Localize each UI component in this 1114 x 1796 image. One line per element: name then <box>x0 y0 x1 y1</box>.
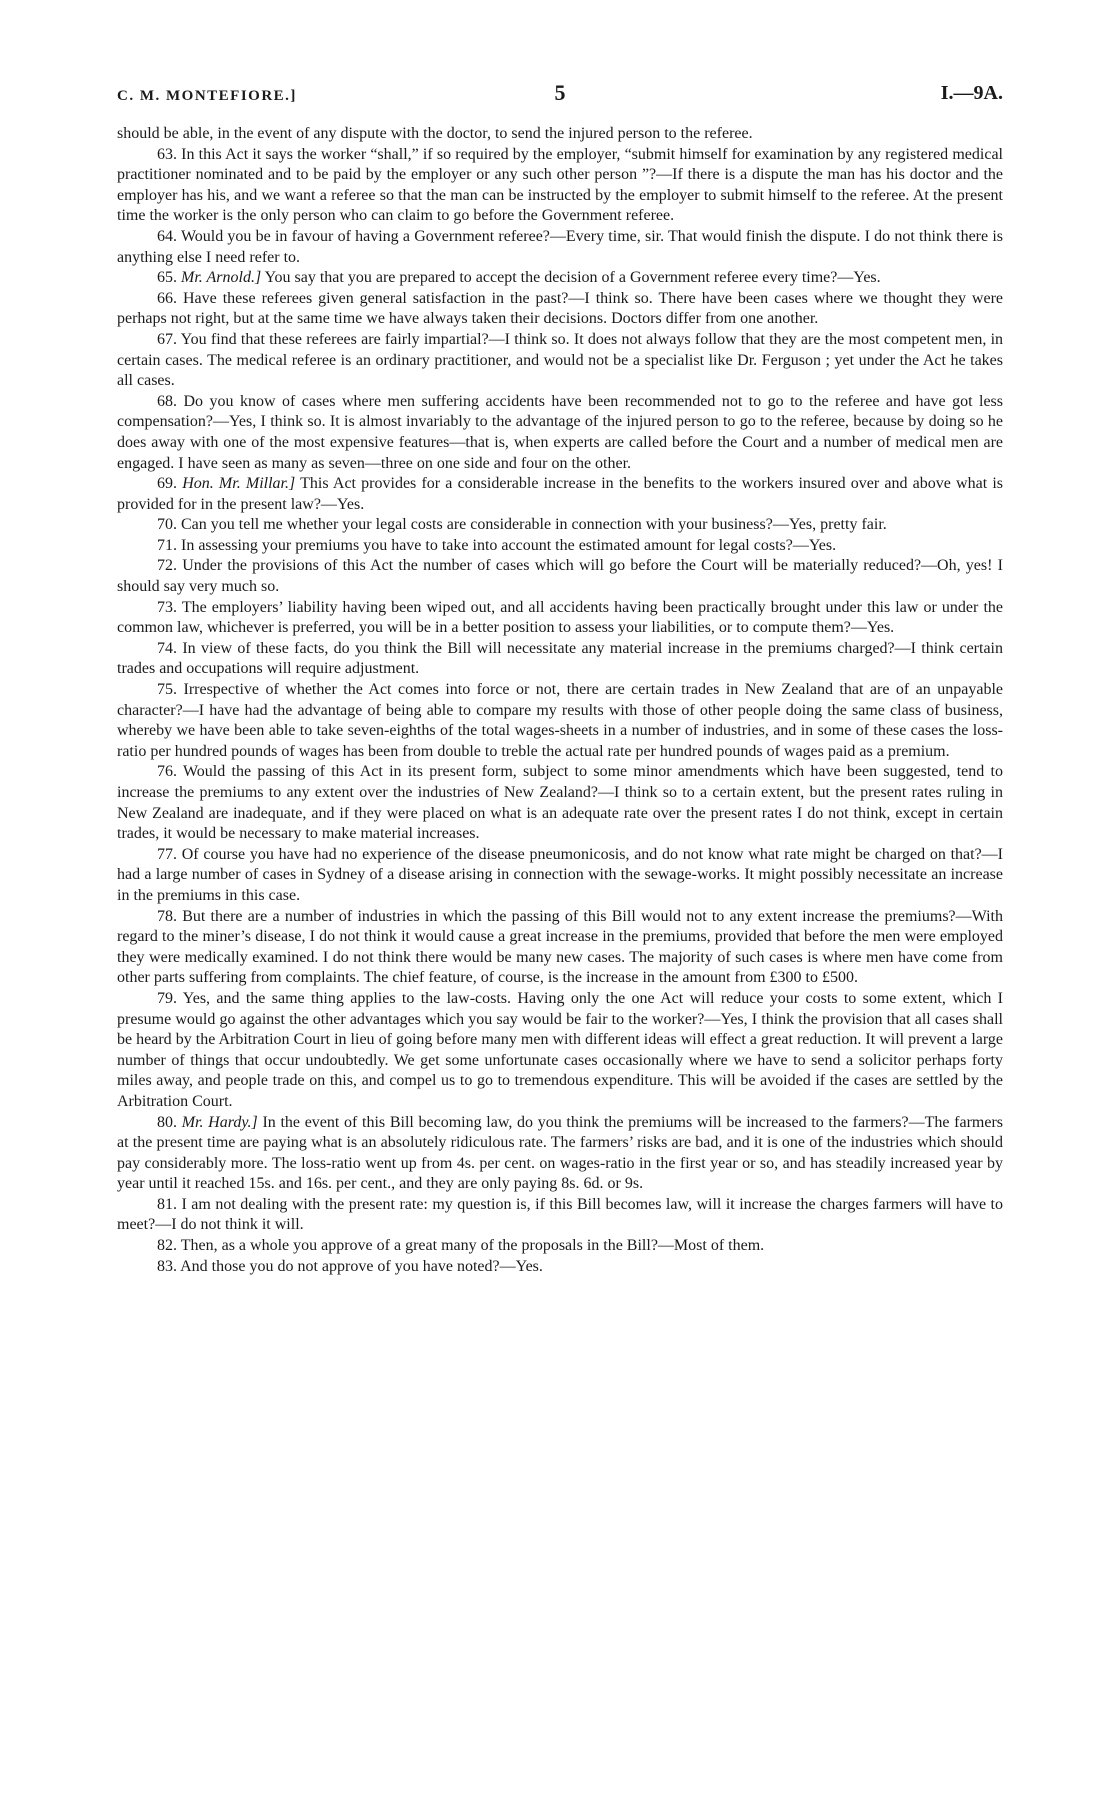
question-paragraph <box>117 145 1003 227</box>
question-number: 65. <box>157 269 177 287</box>
question-paragraph <box>117 1236 1003 1257</box>
question-text: You find that these referees are fairly impartial?—I think so. It does not always follow that they are the most competent men, in certain cases. The medical referee is an ordinary practitioner, and would not be a specialist like Dr. Ferguson ; yet under the Act he takes all cases. <box>117 330 1004 390</box>
question-text: Of course you have had no experience of the disease pneumonicosis, and do not know what rate might be charged on that?—I had a large number of cases in Sydney of a disease arising in connection with the sewage-works. It might possibly necessitate an increase in the premiums in this case. <box>117 845 1004 904</box>
question-paragraph <box>117 330 1003 392</box>
question-text: Under the provisions of this Act the number of cases which will go before the Court will be materially reduced?—Oh, yes! I should say very much so. <box>117 557 1004 596</box>
evidence-body <box>117 124 1003 1277</box>
question-paragraph <box>117 474 1003 515</box>
question-paragraph <box>117 556 1003 597</box>
question-text: Would you be in favour of having a Government referee?—Every time, sir. That would finish the dispute. I do not think there is anything else I need refer to. <box>117 227 1004 266</box>
question-number: 76. <box>157 763 177 781</box>
question-text: Have these referees given general satisfaction in the past?—I think so. There have been cases where we thought they were perhaps not right, but at the same time we have always taken their decisions. Doctors differ from one another. <box>117 289 1004 328</box>
question-number: 82. <box>157 1237 177 1255</box>
question-text: Yes, and the same thing applies to the law-costs. Having only the one Act will reduce your costs to some extent, which I presume would go against the other advantages which you say would be fair to the worker?—Yes, I think the provision that all cases shall be heard by the Arbitration Court in lieu of going before many men with different ideas will effect a great reduction. It will prevent a large number of things that occur undoubtedly. We get some unfortunate cases occasionally where we have to send a solicitor perhaps forty miles away, and people trade on this, and compel us to go to tremendous expenditure. This will be avoided if the cases are settled by the Arbitration Court. <box>117 989 1003 1110</box>
question-number: 69. <box>157 475 177 493</box>
question-text: And those you do not approve of you have noted?—Yes. <box>180 1257 543 1275</box>
question-paragraph <box>117 762 1003 844</box>
question-text: In assessing your premiums you have to take into account the estimated amount for legal costs?—Yes. <box>181 536 837 554</box>
question-number: 83. <box>157 1257 177 1275</box>
question-paragraph <box>117 1195 1003 1236</box>
question-text: Then, as a whole you approve of a great many of the proposals in the Bill?—Most of them. <box>180 1237 765 1255</box>
question-number: 70. <box>157 516 177 534</box>
question-paragraph <box>117 598 1003 639</box>
question-number: 78. <box>157 907 177 925</box>
question-text: Can you tell me whether your legal costs are considerable in connection with your business?—Yes, pretty fair. <box>181 516 887 534</box>
question-number: 81. <box>157 1195 177 1213</box>
question-number: 74. <box>157 639 177 657</box>
question-number: 79. <box>157 989 177 1007</box>
question-paragraph <box>117 989 1003 1113</box>
speaker-name: Mr. Arnold.] <box>181 269 262 287</box>
question-text: But there are a number of industries in which the passing of this Bill would not to any extent increase the premiums?—With regard to the miner’s disease, I do not think it would cause a great increase in the premiums, provided that before the men were employed they were medically examined. I do not think there would be many new cases. The majority of such cases is where men have come from other parts suffering from complaints. The chief feature, of course, is the increase in the amount from £300 to £500. <box>117 907 1003 987</box>
question-number: 63. <box>157 145 177 163</box>
question-paragraph <box>117 227 1003 268</box>
question-number: 71. <box>157 536 177 554</box>
question-paragraph <box>117 392 1003 474</box>
question-number: 73. <box>157 598 177 616</box>
question-paragraph <box>117 639 1003 680</box>
question-text: I am not dealing with the present rate: my question is, if this Bill becomes law, will it increase the charges farmers will have to meet?—I do not think it will. <box>117 1195 1003 1234</box>
question-number: 77. <box>157 845 177 863</box>
question-paragraph <box>117 845 1003 907</box>
question-number: 72. <box>157 557 177 575</box>
document-reference: I.—9A. <box>940 82 1003 104</box>
question-text: Irrespective of whether the Act comes into force or not, there are certain trades in New Zealand that are of an unpayable character?—I have had the advantage of being able to compare my results with those of other people doing the same class of business, whereby we have been able to take seven-eighths of the total wages-sheets in a number of industries, and in some of these cases the loss-ratio per hundred pounds of wages has been from double to treble the actual rate per hundred pounds of wages paid as a premium. <box>117 681 1004 760</box>
question-paragraph <box>117 1257 1003 1278</box>
question-text: In this Act it says the worker “shall,” if so required by the employer, “submit himself for examination by any registered medical practitioner nominated and to be paid by the employer or any such other person ”?—If there is a dispute the man has his doctor and the employer has his, and we want a referee so that the man can be instructed by the employer to submit himself to the referee. At the present time the worker is the only person who can claim to go before the Government referee. <box>117 145 1003 225</box>
question-list <box>117 145 1003 1278</box>
opening-paragraph: should be able, in the event of any dispute with the doctor, to send the injured person to the referee. <box>117 125 753 142</box>
question-paragraph <box>117 515 1003 536</box>
question-paragraph <box>117 268 1003 289</box>
question-number: 80. <box>157 1113 177 1131</box>
question-text: You say that you are prepared to accept the decision of a Government referee every time?—Yes. <box>264 269 881 287</box>
question-text: The employers’ liability having been wiped out, and all accidents having been practically brought under this law or under the common law, whichever is preferred, you will be in a better position to assess your liabilities, or to compute them?—Yes. <box>117 598 1003 637</box>
question-text: Do you know of cases where men suffering accidents have been recommended not to go to the referee and have got less compensation?—Yes, I think so. It is almost invariably to the advantage of the injured person to go to the referee, because by doing so he does away with one of the most expensive features—that is, when experts are called before the Court and a number of medical men are engaged. I have seen as many as seven—three on one side and four on the other. <box>117 392 1004 472</box>
question-text: In the event of this Bill becoming law, do you think the premiums will be increased to the farmers?—The farmers at the present time are paying what is an absolutely ridiculous rate. The farmers’ risks are bad, and it is one of the industries which should pay considerably more. The loss-ratio went up from 4s. per cent. on wages-ratio in the first year or so, and has steadily increased year by year until it reached 15s. and 16s. per cent., and they are only paying 8s. 6d. or 9s. <box>117 1113 1004 1193</box>
page-number: 5 <box>554 80 566 105</box>
question-text: This Act provides for a considerable increase in the benefits to the workers insured over and above what is provided for in the present law?—Yes. <box>117 475 1004 513</box>
question-number: 66. <box>157 289 177 307</box>
question-paragraph <box>117 680 1003 762</box>
speaker-name: Hon. Mr. Millar.] <box>182 475 296 493</box>
question-paragraph <box>117 1113 1003 1195</box>
question-number: 67. <box>157 330 177 348</box>
question-number: 64. <box>157 227 177 245</box>
question-paragraph <box>117 907 1003 989</box>
page-header <box>117 80 1003 116</box>
question-paragraph <box>117 289 1003 330</box>
question-number: 75. <box>157 681 177 699</box>
question-number: 68. <box>157 392 177 410</box>
speaker-name: Mr. Hardy.] <box>181 1113 258 1131</box>
question-text: Would the passing of this Act in its present form, subject to some minor amendments which have been suggested, tend to increase the premiums to any extent over the industries of New Zealand?—I think so to a certain extent, but the present rates ruling in New Zealand are inadequate, and if they were placed on what is an adequate rate over the present rates I do not think, except in certain trades, it would be necessary to make material increases. <box>117 763 1003 843</box>
question-paragraph <box>117 536 1003 557</box>
question-text: In view of these facts, do you think the Bill will necessitate any material increase in the premiums charged?—I think certain trades and occupations will require adjustment. <box>117 639 1004 678</box>
witness-name-header: C. M. MONTEFIORE.] <box>117 88 297 104</box>
